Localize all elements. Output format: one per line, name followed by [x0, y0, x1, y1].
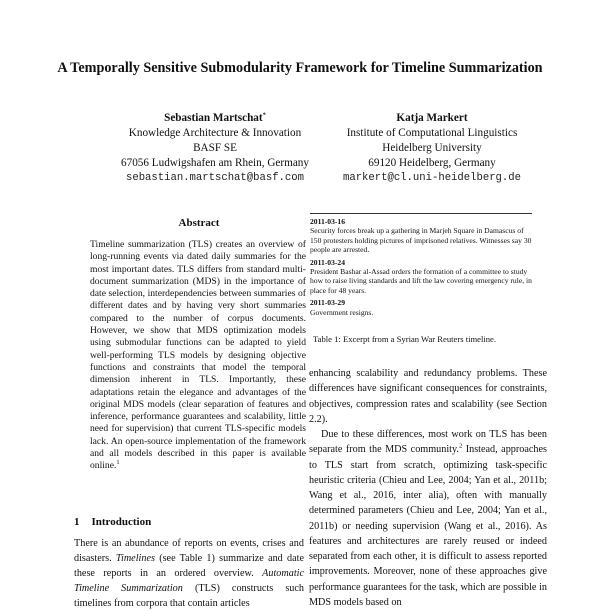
author-organization: BASF SE — [193, 142, 237, 154]
author-email[interactable]: sebastian.martschat@basf.com — [125, 172, 304, 184]
author-name: Sebastian Martschat* — [164, 111, 266, 124]
table-row — [310, 217, 532, 255]
author-address: 69120 Heidelberg, Germany — [368, 157, 496, 169]
table-text: President Bashar al-Assad orders the formation of a committee to study how to raise living standards and lift the law covering emergency rule, in place for 48 years. — [310, 267, 532, 295]
abstract-heading: Abstract — [178, 217, 220, 229]
table-date: 2011-03-24 — [310, 257, 346, 267]
table-caption: Table 1: Excerpt from a Syrian War Reuters timeline. — [313, 334, 497, 344]
author-organization: Heidelberg University — [382, 142, 482, 154]
table-date: 2011-03-29 — [310, 298, 346, 308]
author-block-2 — [316, 111, 548, 186]
author-affiliation: Institute of Computational Linguistics — [346, 127, 518, 139]
right-column-text — [309, 366, 547, 610]
author-block-1 — [85, 111, 345, 186]
footnote-mark: 1 — [116, 459, 120, 467]
paper-title: A Temporally Sensitive Submodularity Framework for Timeline Summarization — [57, 60, 543, 76]
paragraph: Due to these differences, most work on TLS has been separate from the MDS community.$^2$ Instead, approaches to TLS start from scratch, optimizing task-specific heuristic criteria (Chieu and Lee, 2004; Yan et al., 2011b; Wang et al., 2016, inter alia), often with manually determined parameters (Chieu and Lee, 2004; Yan et al., 2011b) or needing supervision (Wang et al., 2016). As features and architectures are rarely reused or indeed separated from each other, it is difficult to assess reported improvements. Moreover, none of these approaches give performance guarantees for the task, which are possible in MDS models based on — [309, 429, 547, 608]
abstract-text: Timeline summarization (TLS) creates an overview of long-running events via dated daily summaries for the most important dates. TLS differs from standard multi-document summarization (MDS) in the importance of date selection, interdependencies between summaries of different dates and by having very short summaries compared to the number of corpus documents. However, we show that MDS optimization models using submodular functions can be adapted to yield well-performing TLS models by designing objective functions and constraints that model the temporal dimension inherent in TLS. Importantly, these adaptations retain the elegance and advantages of the original MDS models (clear separation of features and inference, performance guarantees and scalability, little need for supervision) that current TLS-specific models lack. An open-source implementation of the framework and all models described in this paper is available online.$^1$ — [90, 239, 306, 472]
timeline-table — [310, 213, 532, 325]
table-row — [310, 258, 532, 296]
paragraph: enhancing scalability and redundancy problems. These differences have significant consequences for constraints, objectives, compression rates and scalability (see Section 2.2). — [309, 368, 547, 425]
table-text: Security forces break up a gathering in Marjeh Square in Damascus of 150 protesters holding pictures of imprisoned relatives. Witnesses say 30 people are arrested. — [310, 226, 532, 255]
author-address: 67056 Ludwigshafen am Rhein, Germany — [121, 157, 309, 169]
footnote-mark: 2 — [458, 442, 463, 450]
author-email[interactable]: markert@cl.uni-heidelberg.de — [342, 172, 521, 184]
tls-term: Automatic Timeline Summarization — [74, 568, 305, 594]
author-affiliation: Knowledge Architecture & Innovation — [128, 127, 302, 139]
table-text: Government resigns. — [310, 307, 374, 317]
table-date: 2011-03-16 — [310, 217, 346, 226]
section-heading: 1 Introduction — [74, 516, 152, 528]
intro-text: There is an abundance of reports on events, crises and disasters. Timelines (see Table 1) summarize and date these reports in an ordered overview. Automatic Timeline Summarization (TLS) constructs such timelines from corpora that contain articles — [74, 538, 305, 609]
timelines-term: Timelines — [115, 553, 155, 564]
table-row — [310, 298, 532, 317]
table-top-rule — [310, 213, 532, 214]
author-name: Katja Markert — [396, 112, 468, 124]
